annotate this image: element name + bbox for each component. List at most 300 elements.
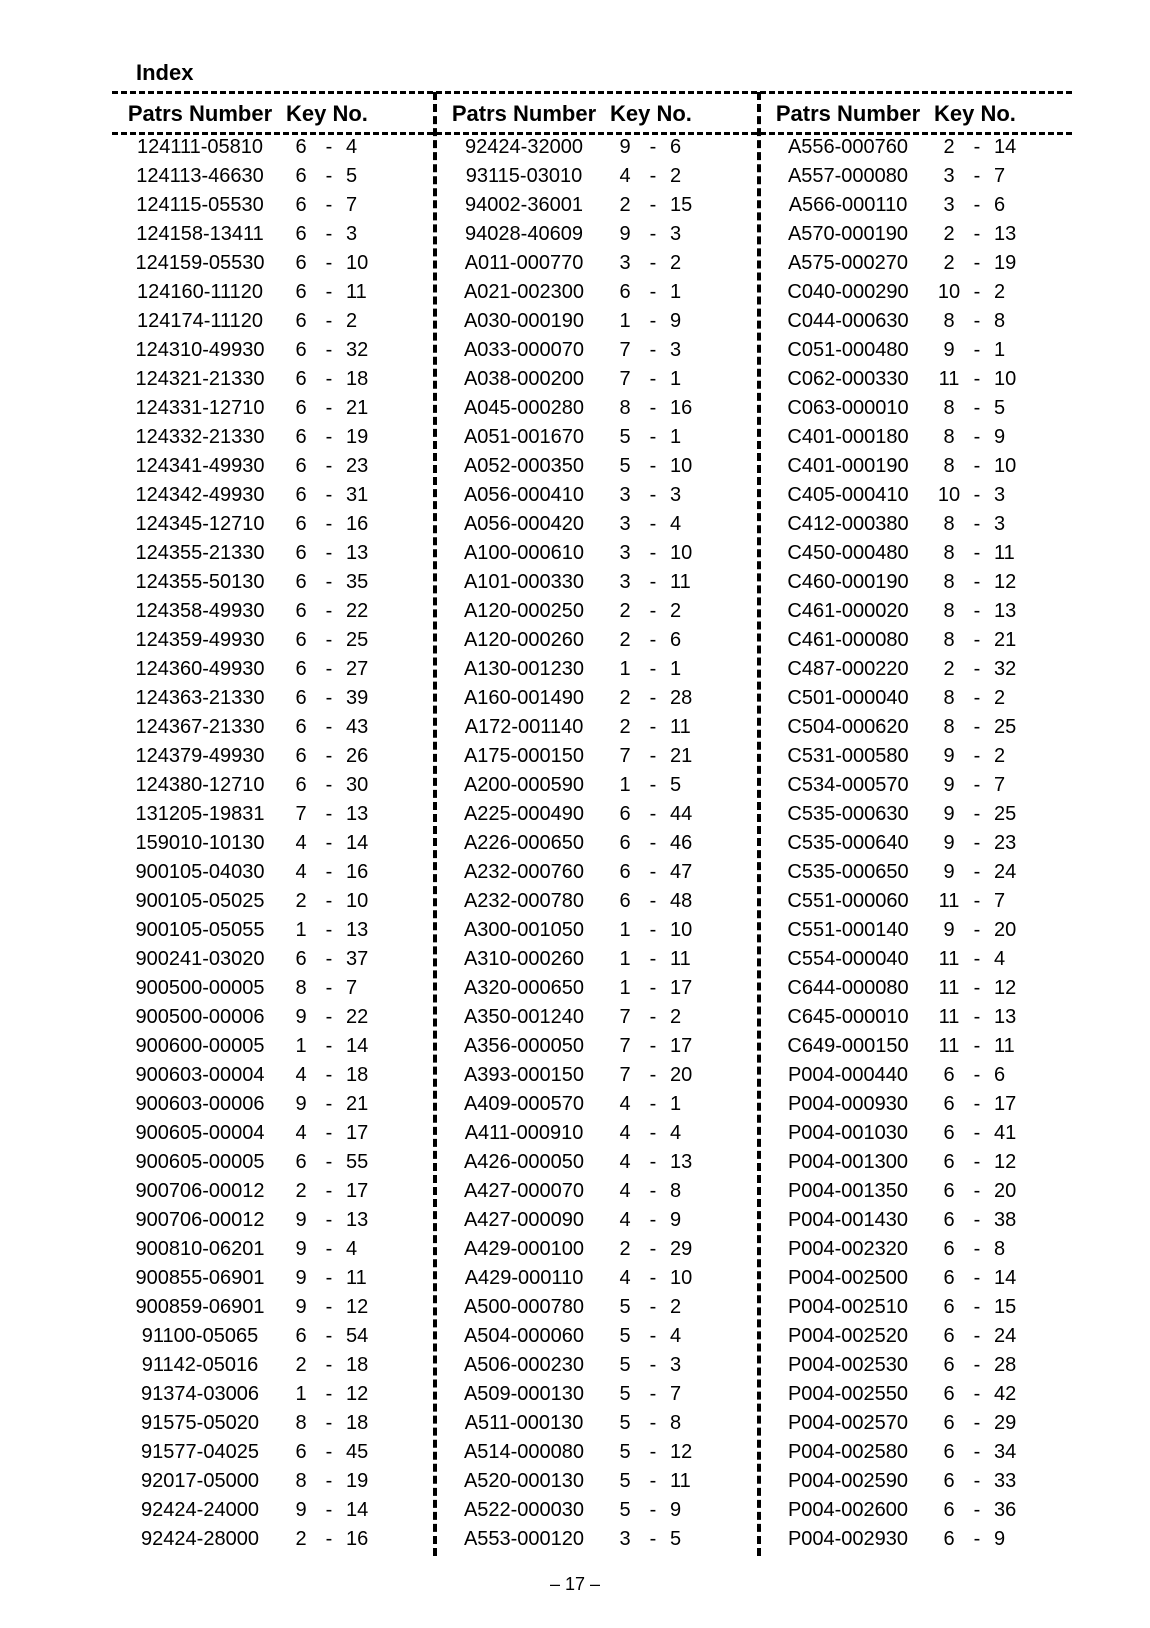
index-row xyxy=(438,423,706,452)
key-separator: - xyxy=(325,397,333,419)
key-separator: - xyxy=(649,1122,657,1144)
index-row xyxy=(438,394,706,423)
index-row xyxy=(114,1409,382,1438)
key-figure: 9 xyxy=(295,1093,307,1115)
index-row xyxy=(762,336,1030,365)
key-figure: 9 xyxy=(943,774,955,796)
part-number: C645-000010 xyxy=(787,1006,909,1028)
key-figure: 6 xyxy=(619,832,631,854)
key-item: 3 xyxy=(994,484,1006,506)
part-number: A427-000070 xyxy=(463,1180,585,1202)
key-item: 39 xyxy=(346,687,369,709)
part-number: A051-001670 xyxy=(463,426,585,448)
part-number: A356-000050 xyxy=(463,1035,585,1057)
part-number: 124159-05530 xyxy=(135,252,265,274)
index-row xyxy=(114,510,382,539)
part-number: A056-000420 xyxy=(463,513,585,535)
key-figure: 9 xyxy=(943,861,955,883)
part-number: C412-000380 xyxy=(787,513,909,535)
index-row xyxy=(762,1119,1030,1148)
key-item: 18 xyxy=(346,1354,369,1376)
key-separator: - xyxy=(649,1296,657,1318)
index-row xyxy=(438,568,706,597)
key-item: 14 xyxy=(994,136,1017,158)
key-separator: - xyxy=(973,1064,981,1086)
index-row xyxy=(438,1177,706,1206)
part-number: A100-000610 xyxy=(463,542,585,564)
index-row xyxy=(762,1525,1030,1554)
key-separator: - xyxy=(649,919,657,941)
key-item: 3 xyxy=(670,484,682,506)
part-number: A130-001230 xyxy=(463,658,585,680)
key-separator: - xyxy=(973,1470,981,1492)
part-number: 92424-32000 xyxy=(465,136,583,158)
key-item: 1 xyxy=(994,339,1006,361)
index-row xyxy=(114,655,382,684)
part-number: 91100-05065 xyxy=(141,1325,259,1347)
part-number: A038-000200 xyxy=(463,368,585,390)
part-number: A350-001240 xyxy=(463,1006,585,1028)
part-number: A575-000270 xyxy=(787,252,909,274)
index-row xyxy=(114,800,382,829)
key-item: 17 xyxy=(346,1180,369,1202)
key-item: 16 xyxy=(670,397,693,419)
key-separator: - xyxy=(649,1151,657,1173)
key-figure: 8 xyxy=(295,977,307,999)
key-item: 6 xyxy=(994,194,1006,216)
part-number: 900241-03020 xyxy=(135,948,265,970)
key-figure: 3 xyxy=(619,571,631,593)
key-figure: 4 xyxy=(619,1151,631,1173)
key-separator: - xyxy=(973,484,981,506)
key-figure: 6 xyxy=(619,803,631,825)
key-item: 3 xyxy=(670,339,682,361)
key-separator: - xyxy=(325,1180,333,1202)
part-number: P004-002500 xyxy=(787,1267,909,1289)
key-item: 28 xyxy=(994,1354,1017,1376)
part-number: C649-000150 xyxy=(787,1035,909,1057)
part-number: C040-000290 xyxy=(787,281,909,303)
key-item: 41 xyxy=(994,1122,1017,1144)
part-number: 124345-12710 xyxy=(135,513,265,535)
key-separator: - xyxy=(325,745,333,767)
key-figure: 7 xyxy=(619,1006,631,1028)
key-figure: 4 xyxy=(619,1180,631,1202)
key-item: 31 xyxy=(346,484,369,506)
key-item: 43 xyxy=(346,716,369,738)
key-figure: 6 xyxy=(943,1325,955,1347)
key-figure: 11 xyxy=(938,368,960,390)
key-figure: 7 xyxy=(619,1035,631,1057)
index-title: Index xyxy=(136,60,194,85)
key-item: 13 xyxy=(994,1006,1017,1028)
key-figure: 1 xyxy=(619,948,631,970)
key-separator: - xyxy=(649,687,657,709)
key-item: 29 xyxy=(670,1238,693,1260)
key-figure: 6 xyxy=(295,426,307,448)
part-number: 92424-28000 xyxy=(141,1528,259,1550)
index-row xyxy=(762,191,1030,220)
key-item: 15 xyxy=(994,1296,1017,1318)
key-item: 4 xyxy=(670,1122,682,1144)
part-number: A030-000190 xyxy=(463,310,585,332)
key-item: 21 xyxy=(346,397,369,419)
index-row xyxy=(114,133,382,162)
part-number: C460-000190 xyxy=(787,571,909,593)
key-item: 10 xyxy=(670,542,693,564)
key-figure: 5 xyxy=(619,1412,631,1434)
key-separator: - xyxy=(973,1499,981,1521)
key-figure: 6 xyxy=(943,1499,955,1521)
key-separator: - xyxy=(325,1499,333,1521)
part-number: A411-000910 xyxy=(464,1122,584,1144)
key-separator: - xyxy=(325,890,333,912)
key-separator: - xyxy=(649,716,657,738)
part-number: 159010-10130 xyxy=(135,832,265,854)
key-separator: - xyxy=(325,1151,333,1173)
index-row xyxy=(438,597,706,626)
key-figure: 3 xyxy=(619,252,631,274)
key-item: 21 xyxy=(670,745,693,767)
part-number: C644-000080 xyxy=(787,977,909,999)
part-number: P004-001350 xyxy=(787,1180,909,1202)
part-number: P004-001430 xyxy=(787,1209,909,1231)
key-separator: - xyxy=(325,252,333,274)
key-separator: - xyxy=(649,1441,657,1463)
key-separator: - xyxy=(325,223,333,245)
key-separator: - xyxy=(973,745,981,767)
key-separator: - xyxy=(325,339,333,361)
index-row xyxy=(762,1438,1030,1467)
key-figure: 6 xyxy=(619,281,631,303)
part-number: P004-002510 xyxy=(787,1296,909,1318)
part-number: 900600-00005 xyxy=(135,1035,265,1057)
key-figure: 7 xyxy=(619,368,631,390)
key-separator: - xyxy=(973,339,981,361)
index-row xyxy=(114,1293,382,1322)
index-row xyxy=(438,1467,706,1496)
key-item: 19 xyxy=(346,1470,369,1492)
index-row xyxy=(438,365,706,394)
key-item: 14 xyxy=(994,1267,1017,1289)
index-row xyxy=(762,945,1030,974)
part-number: 124360-49930 xyxy=(135,658,265,680)
part-number: C044-000630 xyxy=(787,310,909,332)
index-row xyxy=(438,1003,706,1032)
key-separator: - xyxy=(973,1122,981,1144)
key-separator: - xyxy=(973,1151,981,1173)
key-figure: 6 xyxy=(295,194,307,216)
index-row xyxy=(114,539,382,568)
index-row xyxy=(438,220,706,249)
key-figure: 10 xyxy=(937,281,961,303)
index-row xyxy=(762,365,1030,394)
key-figure: 8 xyxy=(295,1470,307,1492)
part-number: A556-000760 xyxy=(787,136,909,158)
index-row xyxy=(114,452,382,481)
key-item: 12 xyxy=(670,1441,693,1463)
key-separator: - xyxy=(649,1325,657,1347)
part-number: P004-002520 xyxy=(787,1325,909,1347)
key-figure: 8 xyxy=(943,397,955,419)
index-row xyxy=(114,1235,382,1264)
key-separator: - xyxy=(649,1354,657,1376)
part-number: 900605-00004 xyxy=(135,1122,265,1144)
key-item: 36 xyxy=(994,1499,1017,1521)
key-item: 5 xyxy=(670,1528,682,1550)
part-number: 91142-05016 xyxy=(141,1354,259,1376)
part-number: 94002-36001 xyxy=(465,194,583,216)
part-number: C487-000220 xyxy=(787,658,909,680)
key-separator: - xyxy=(325,484,333,506)
index-row xyxy=(438,191,706,220)
key-figure: 11 xyxy=(938,977,960,999)
key-figure: 2 xyxy=(619,716,631,738)
key-separator: - xyxy=(649,1238,657,1260)
part-number: A320-000650 xyxy=(463,977,585,999)
key-figure: 6 xyxy=(295,1441,307,1463)
key-item: 21 xyxy=(346,1093,369,1115)
key-figure: 6 xyxy=(943,1528,955,1550)
index-row xyxy=(114,568,382,597)
key-separator: - xyxy=(325,716,333,738)
index-row xyxy=(762,597,1030,626)
key-separator: - xyxy=(973,1296,981,1318)
index-row xyxy=(114,1264,382,1293)
key-item: 32 xyxy=(346,339,369,361)
index-row xyxy=(438,1235,706,1264)
key-item: 20 xyxy=(994,1180,1017,1202)
index-row xyxy=(762,278,1030,307)
index-row xyxy=(114,626,382,655)
part-number: 124367-21330 xyxy=(135,716,265,738)
key-figure: 6 xyxy=(295,339,307,361)
key-figure: 2 xyxy=(295,1180,307,1202)
part-number: C401-000180 xyxy=(787,426,909,448)
index-row xyxy=(114,1090,382,1119)
key-separator: - xyxy=(649,397,657,419)
index-row xyxy=(762,684,1030,713)
part-number: A509-000130 xyxy=(463,1383,585,1405)
part-number: 131205-19831 xyxy=(135,803,265,825)
key-item: 5 xyxy=(346,165,358,187)
key-figure: 8 xyxy=(295,1412,307,1434)
index-row xyxy=(114,1032,382,1061)
key-figure: 6 xyxy=(295,165,307,187)
index-row xyxy=(762,394,1030,423)
index-row xyxy=(114,278,382,307)
index-row xyxy=(762,1264,1030,1293)
part-number: A300-001050 xyxy=(463,919,585,941)
key-separator: - xyxy=(973,281,981,303)
key-figure: 3 xyxy=(943,165,955,187)
key-figure: 5 xyxy=(619,1470,631,1492)
key-separator: - xyxy=(649,136,657,158)
index-row xyxy=(114,1148,382,1177)
key-item: 14 xyxy=(346,832,369,854)
index-row xyxy=(762,1351,1030,1380)
key-figure: 6 xyxy=(943,1354,955,1376)
key-item: 7 xyxy=(346,194,358,216)
key-separator: - xyxy=(649,745,657,767)
key-item: 37 xyxy=(346,948,369,970)
part-number: C504-000620 xyxy=(787,716,909,738)
part-number: A226-000650 xyxy=(463,832,585,854)
index-row xyxy=(114,858,382,887)
key-item: 17 xyxy=(670,977,693,999)
index-row xyxy=(114,974,382,1003)
key-separator: - xyxy=(973,513,981,535)
key-separator: - xyxy=(973,165,981,187)
index-row xyxy=(438,771,706,800)
key-separator: - xyxy=(325,1383,333,1405)
index-row xyxy=(114,220,382,249)
part-number: 91374-03006 xyxy=(141,1383,259,1405)
key-separator: - xyxy=(649,948,657,970)
index-row xyxy=(762,1177,1030,1206)
key-item: 11 xyxy=(346,281,367,303)
key-item: 32 xyxy=(994,658,1017,680)
key-item: 20 xyxy=(670,1064,693,1086)
part-number: 91577-04025 xyxy=(141,1441,259,1463)
key-separator: - xyxy=(325,1412,333,1434)
part-number: 124341-49930 xyxy=(135,455,265,477)
index-row xyxy=(762,1235,1030,1264)
key-separator: - xyxy=(325,1267,333,1289)
index-row xyxy=(438,858,706,887)
key-item: 14 xyxy=(346,1499,369,1521)
key-figure: 6 xyxy=(295,484,307,506)
part-number: C531-000580 xyxy=(787,745,909,767)
key-separator: - xyxy=(649,1035,657,1057)
part-number: A011-000770 xyxy=(464,252,584,274)
key-figure: 4 xyxy=(619,1209,631,1231)
key-item: 2 xyxy=(994,687,1006,709)
part-number: A120-000250 xyxy=(463,600,585,622)
part-number: 900500-00006 xyxy=(135,1006,265,1028)
key-item: 11 xyxy=(994,542,1015,564)
part-number: P004-002320 xyxy=(787,1238,909,1260)
index-row xyxy=(114,1177,382,1206)
key-item: 16 xyxy=(346,861,369,883)
part-number: P004-002570 xyxy=(787,1412,909,1434)
part-number: P004-000930 xyxy=(787,1093,909,1115)
index-row xyxy=(438,1032,706,1061)
key-item: 2 xyxy=(670,165,682,187)
key-figure: 6 xyxy=(943,1441,955,1463)
index-row xyxy=(114,1525,382,1554)
part-number: 900605-00005 xyxy=(135,1151,265,1173)
key-separator: - xyxy=(973,1528,981,1550)
key-item: 2 xyxy=(670,600,682,622)
key-figure: 6 xyxy=(943,1180,955,1202)
key-separator: - xyxy=(325,136,333,158)
key-figure: 4 xyxy=(295,1122,307,1144)
index-row xyxy=(762,1322,1030,1351)
part-number: C051-000480 xyxy=(787,339,909,361)
key-item: 3 xyxy=(994,513,1006,535)
key-separator: - xyxy=(649,1267,657,1289)
part-number: A200-000590 xyxy=(463,774,585,796)
index-row xyxy=(114,365,382,394)
index-row xyxy=(114,742,382,771)
part-number: C461-000020 xyxy=(787,600,909,622)
index-row xyxy=(438,1148,706,1177)
index-row xyxy=(114,1380,382,1409)
part-number: A160-001490 xyxy=(463,687,585,709)
index-column-1 xyxy=(114,95,382,1554)
key-figure: 5 xyxy=(619,1499,631,1521)
index-row xyxy=(762,1467,1030,1496)
key-item: 13 xyxy=(994,600,1017,622)
key-separator: - xyxy=(649,977,657,999)
key-item: 11 xyxy=(346,1267,367,1289)
key-separator: - xyxy=(973,716,981,738)
key-item: 7 xyxy=(670,1383,682,1405)
key-figure: 9 xyxy=(943,803,955,825)
key-separator: - xyxy=(973,1267,981,1289)
key-separator: - xyxy=(325,600,333,622)
index-row xyxy=(438,713,706,742)
key-separator: - xyxy=(649,513,657,535)
index-row xyxy=(762,713,1030,742)
index-row xyxy=(762,829,1030,858)
index-row xyxy=(762,481,1030,510)
index-row xyxy=(762,1003,1030,1032)
key-separator: - xyxy=(973,571,981,593)
key-figure: 7 xyxy=(619,1064,631,1086)
index-row xyxy=(114,771,382,800)
key-figure: 2 xyxy=(295,1528,307,1550)
key-item: 13 xyxy=(346,542,369,564)
key-item: 24 xyxy=(994,1325,1017,1347)
key-separator: - xyxy=(325,1325,333,1347)
key-separator: - xyxy=(649,1209,657,1231)
index-row xyxy=(114,1119,382,1148)
key-separator: - xyxy=(325,977,333,999)
key-item: 15 xyxy=(670,194,693,216)
key-item: 11 xyxy=(670,716,691,738)
key-figure: 8 xyxy=(943,513,955,535)
key-figure: 11 xyxy=(938,1035,960,1057)
part-number: 124355-21330 xyxy=(135,542,265,564)
part-number: C535-000640 xyxy=(787,832,909,854)
key-separator: - xyxy=(973,658,981,680)
key-item: 8 xyxy=(994,310,1006,332)
key-figure: 6 xyxy=(295,774,307,796)
part-number: A506-000230 xyxy=(463,1354,585,1376)
key-item: 44 xyxy=(670,803,693,825)
key-figure: 6 xyxy=(943,1470,955,1492)
key-item: 22 xyxy=(346,1006,369,1028)
part-number: C401-000190 xyxy=(787,455,909,477)
part-number: A520-000130 xyxy=(463,1470,585,1492)
key-item: 25 xyxy=(994,716,1017,738)
key-separator: - xyxy=(649,861,657,883)
key-figure: 9 xyxy=(295,1006,307,1028)
key-separator: - xyxy=(649,1064,657,1086)
part-number: A522-000030 xyxy=(463,1499,585,1521)
index-row xyxy=(762,1293,1030,1322)
key-separator: - xyxy=(973,1325,981,1347)
part-number: 900500-00005 xyxy=(135,977,265,999)
part-number: C062-000330 xyxy=(787,368,909,390)
key-separator: - xyxy=(649,803,657,825)
key-figure: 8 xyxy=(943,600,955,622)
key-figure: 6 xyxy=(295,310,307,332)
part-number: 124358-49930 xyxy=(135,600,265,622)
key-separator: - xyxy=(325,1354,333,1376)
